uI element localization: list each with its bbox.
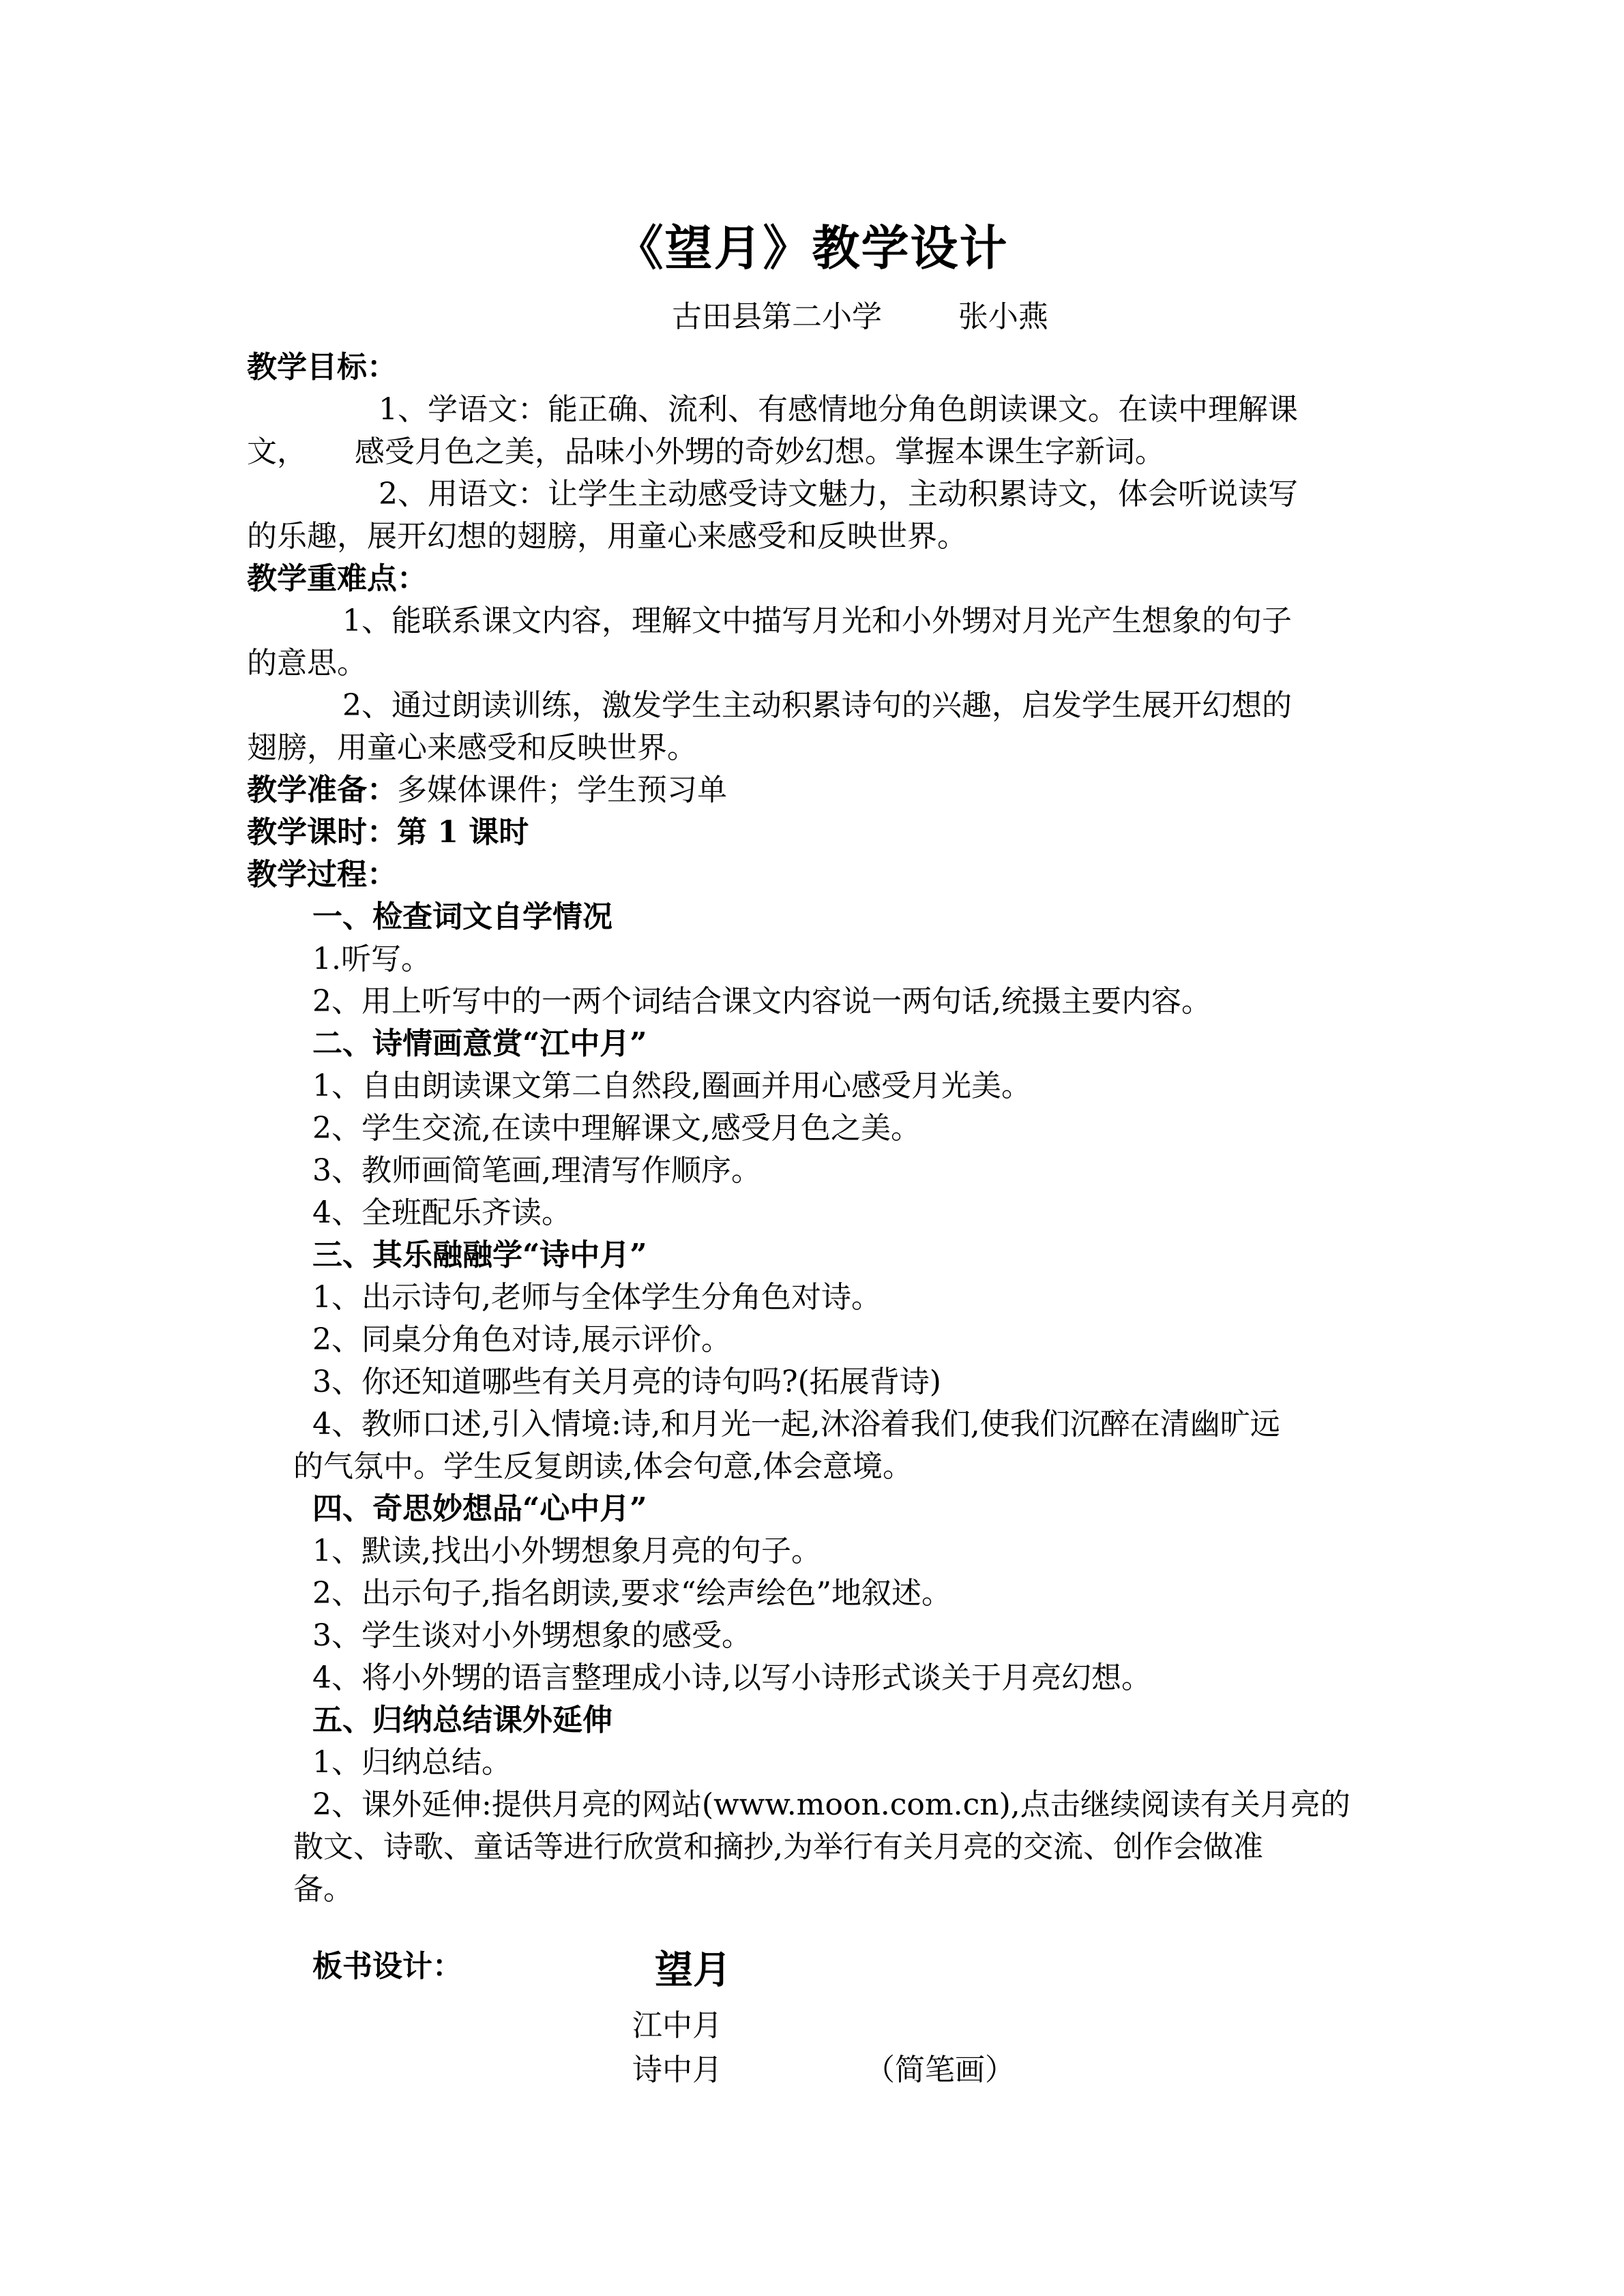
section-2-item-4: 4、全班配乐齐读。	[312, 1195, 572, 1230]
section-4-title: 四、奇思妙想品“心中月”	[312, 1491, 647, 1526]
board-title: 望月	[655, 1948, 731, 1993]
section-3-item-1: 1、出示诗句,老师与全体学生分角色对诗。	[312, 1280, 881, 1315]
section-4-item-1: 1、默读,找出小外甥想象月亮的句子。	[312, 1534, 821, 1568]
key-points-item1-line1: 1、能联系课文内容，理解文中描写月光和小外甥对月光产生想象的句子	[342, 603, 1292, 638]
goals-item2-line1: 2、用语文：让学生主动感受诗文魅力，主动积累诗文，体会听说读写	[379, 477, 1298, 511]
board-note: （简笔画）	[865, 2053, 1015, 2087]
key-points-item2-line2: 翅膀，用童心来感受和反映世界。	[247, 730, 697, 765]
section-3-item-3: 3、你还知道哪些有关月亮的诗句吗?(拓展背诗)	[312, 1365, 941, 1399]
board-row-2: 诗中月	[632, 2053, 722, 2087]
section-4-item-2: 2、出示句子,指名朗读,要求“绘声绘色”地叙述。	[312, 1576, 951, 1611]
section-5-item-2-line3: 备。	[293, 1872, 353, 1907]
section-3-title: 三、其乐融融学“诗中月”	[312, 1238, 647, 1272]
section-1-item-2: 2、用上听写中的一两个词结合课文内容说一两句话,统摄主要内容。	[312, 984, 1211, 1019]
section-3-item-2: 2、同桌分角色对诗,展示评价。	[312, 1322, 731, 1357]
section-3-item-4-line1: 4、教师口述,引入情境:诗,和月光一起,沐浴着我们,使我们沉醉在清幽旷远	[312, 1407, 1280, 1442]
goals-item2-line2: 的乐趣，展开幻想的翅膀，用童心来感受和反映世界。	[247, 519, 967, 554]
section-3-item-4-line2: 的气氛中。学生反复朗读,体会句意,体会意境。	[293, 1449, 913, 1484]
goals-heading: 教学目标：	[247, 350, 397, 385]
key-points-item2-line1: 2、通过朗读训练，激发学生主动积累诗句的兴趣，启发学生展开幻想的	[342, 688, 1292, 723]
hours-heading: 教学课时：	[247, 815, 397, 850]
section-4-item-3: 3、学生谈对小外甥想象的感受。	[312, 1618, 752, 1653]
section-1-title: 一、检查词文自学情况	[312, 899, 612, 934]
section-5-item-1: 1、归纳总结。	[312, 1745, 512, 1780]
board-label: 板书设计：	[312, 1949, 462, 1984]
section-2-title: 二、诗情画意赏“江中月”	[312, 1026, 647, 1061]
section-5-title: 五、归纳总结课外延伸	[312, 1703, 612, 1738]
author-line: 古田县第二小学 张小燕	[672, 299, 1048, 334]
preparation-heading: 教学准备：	[247, 773, 397, 807]
section-1-item-1: 1.听写。	[312, 942, 431, 976]
goals-item1-line2: 文， 感受月色之美，品味小外甥的奇妙幻想。掌握本课生字新词。	[247, 434, 1165, 469]
preparation-text: 多媒体课件；学生预习单	[397, 773, 727, 807]
key-points-item1-line2: 的意思。	[247, 646, 367, 681]
hours-row	[247, 811, 529, 854]
section-4-item-4: 4、将小外甥的语言整理成小诗,以写小诗形式谈关于月亮幻想。	[312, 1660, 1151, 1695]
page-title: 《望月》教学设计	[615, 220, 1009, 276]
preparation-row	[247, 769, 727, 811]
section-2-item-2: 2、学生交流,在读中理解课文,感受月色之美。	[312, 1111, 921, 1146]
hours-text: 第 1 课时	[397, 815, 529, 850]
goals-item1-line1: 1、学语文：能正确、流利、有感情地分角色朗读课文。在读中理解课	[379, 392, 1298, 427]
section-5-item-2-line1: 2、课外延伸:提供月亮的网站(www.moon.com.cn),点击继续阅读有关月亮的	[312, 1787, 1350, 1822]
process-heading: 教学过程：	[247, 857, 397, 892]
board-row-1: 江中月	[632, 2008, 722, 2043]
section-5-item-2-line2: 散文、诗歌、童话等进行欣赏和摘抄,为举行有关月亮的交流、创作会做准	[293, 1830, 1263, 1864]
section-2-item-3: 3、教师画简笔画,理清写作顺序。	[312, 1153, 761, 1188]
key-points-heading: 教学重难点：	[247, 561, 427, 596]
section-2-item-1: 1、自由朗读课文第二自然段,圈画并用心感受月光美。	[312, 1069, 1031, 1103]
